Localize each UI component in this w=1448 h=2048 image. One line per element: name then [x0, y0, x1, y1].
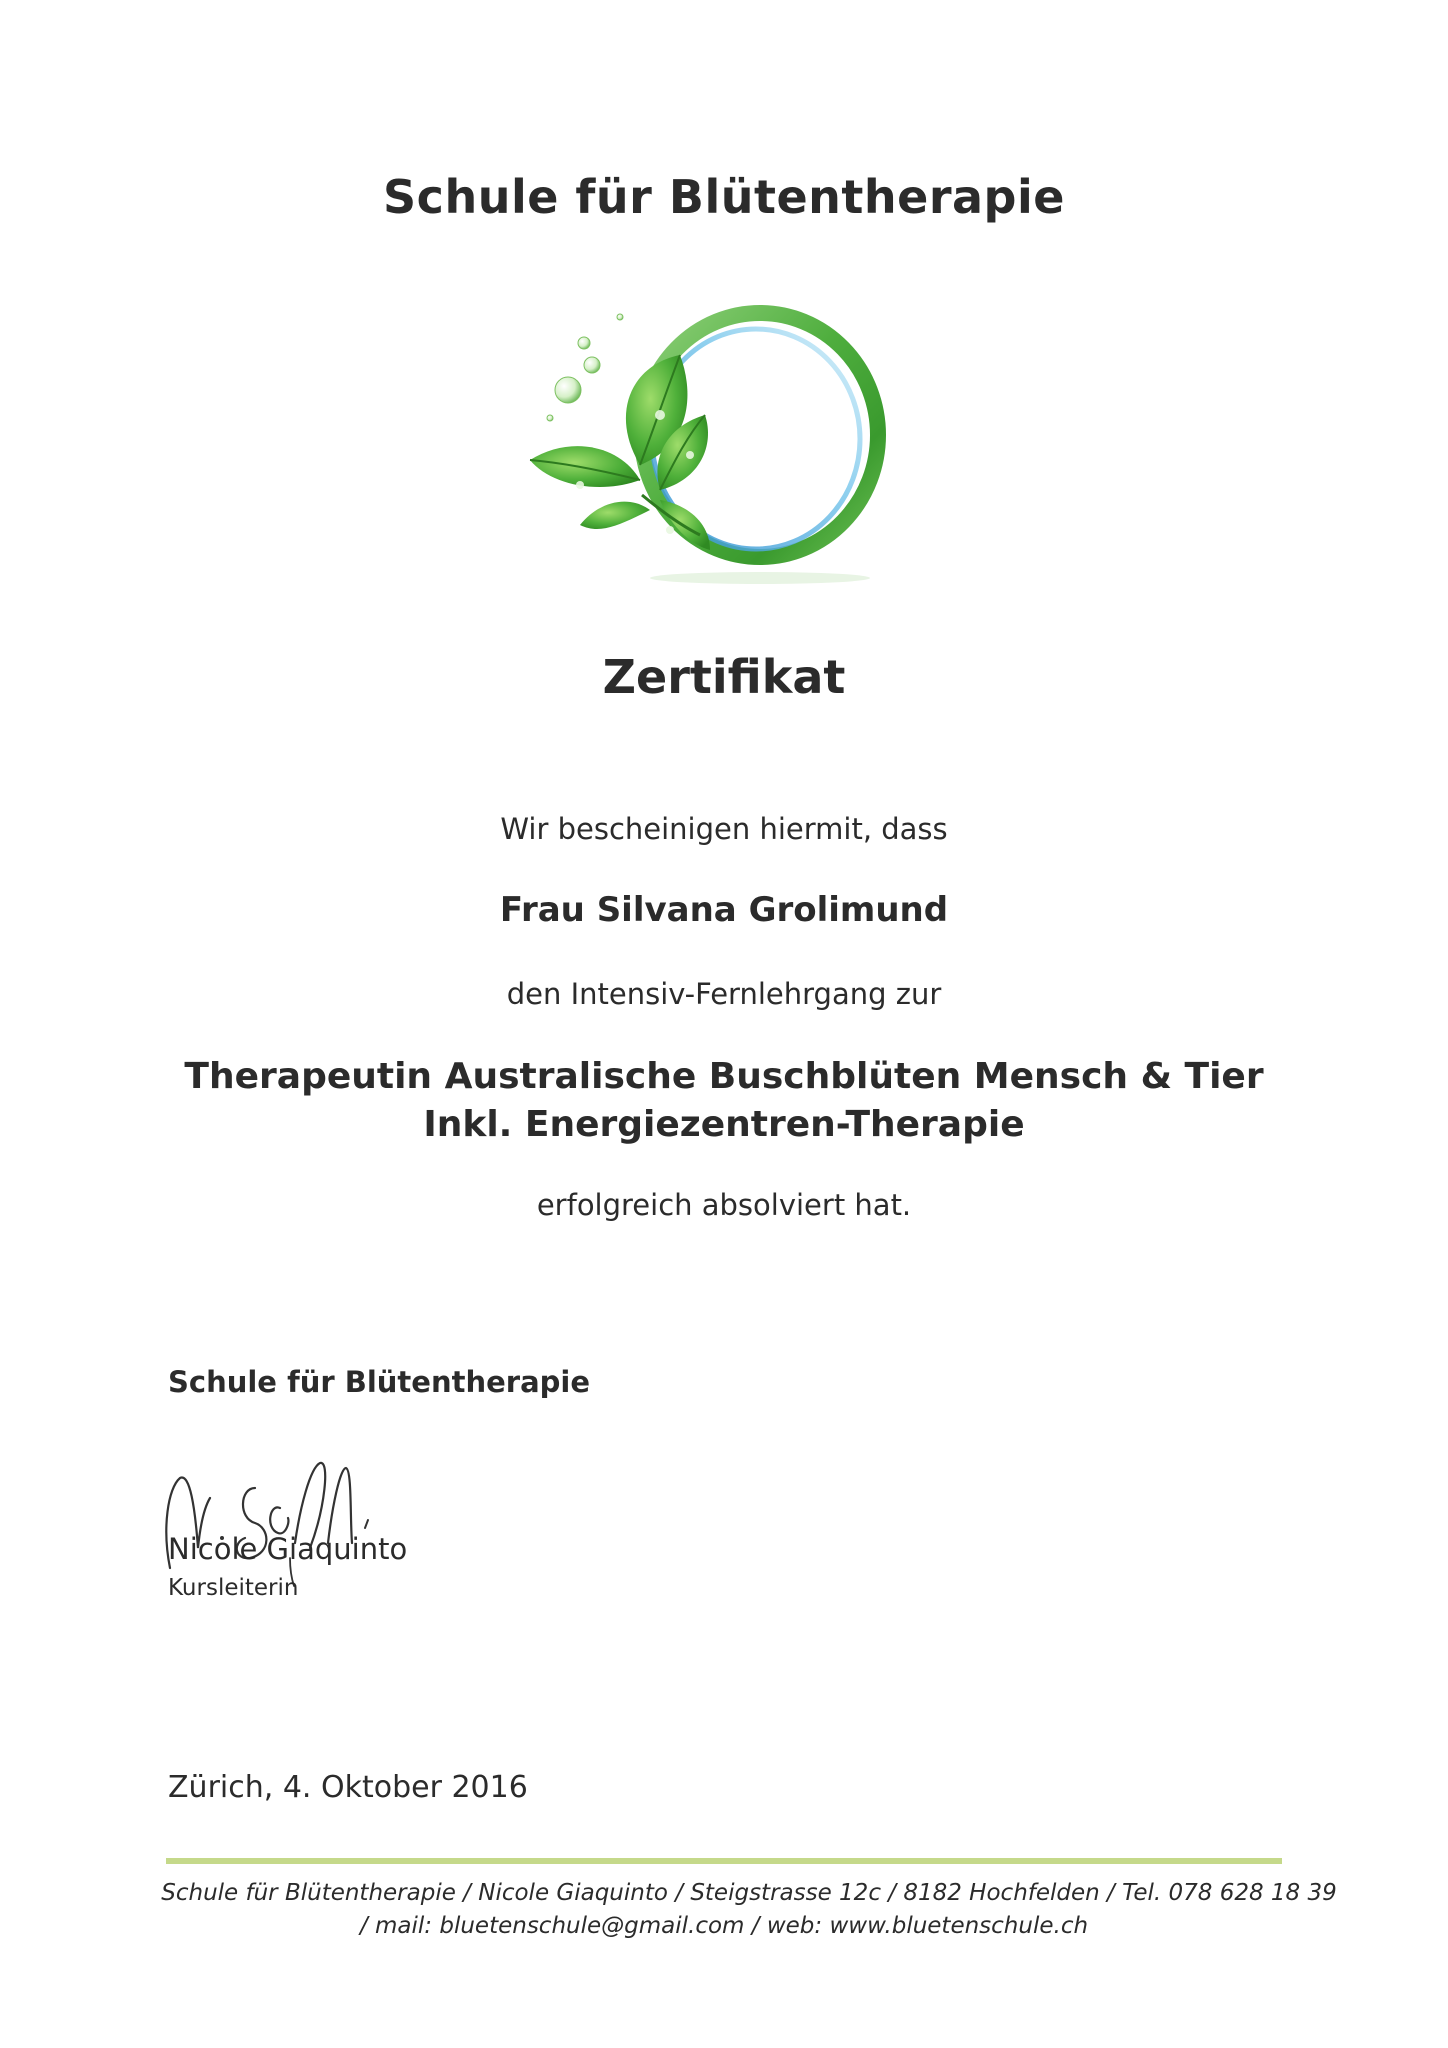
footer-contact-line: / mail: bluetenschule@gmail.com / web: www.bluetenschule.ch [359, 1913, 1089, 1939]
course-intro: den Intensiv-Fernlehrgang zur [506, 977, 942, 1011]
signer-role: Kursleiterin [168, 1575, 299, 1601]
footer-divider [166, 1858, 1282, 1864]
course-title-line-1: Therapeutin Australische Buschblüten Mensch & Tier [184, 1056, 1264, 1097]
leaves-ring-logo-icon [520, 295, 900, 590]
course-title-line-2: Inkl. Energiezentren-Therapie [423, 1104, 1025, 1145]
school-title: Schule für Blütentherapie [383, 170, 1065, 224]
handwritten-signature-icon [160, 1448, 380, 1588]
certificate-outro: erfolgreich absolviert hat. [536, 1188, 912, 1222]
certificate-title: Zertifikat [602, 650, 846, 704]
certificate-intro: Wir bescheinigen hiermit, dass [500, 812, 948, 846]
recipient-name: Frau Silvana Grolimund [499, 890, 949, 930]
signature-school-name: Schule für Blütentherapie [168, 1365, 591, 1399]
signer-name: Nicole Giaquinto [168, 1532, 408, 1566]
place-date: Zürich, 4. Oktober 2016 [168, 1770, 528, 1805]
footer-address-line: Schule für Blütentherapie / Nicole Giaquinto / Steigstrasse 12c / 8182 Hochfelden / Tel. 078 628 18 39 [161, 1880, 1337, 1906]
